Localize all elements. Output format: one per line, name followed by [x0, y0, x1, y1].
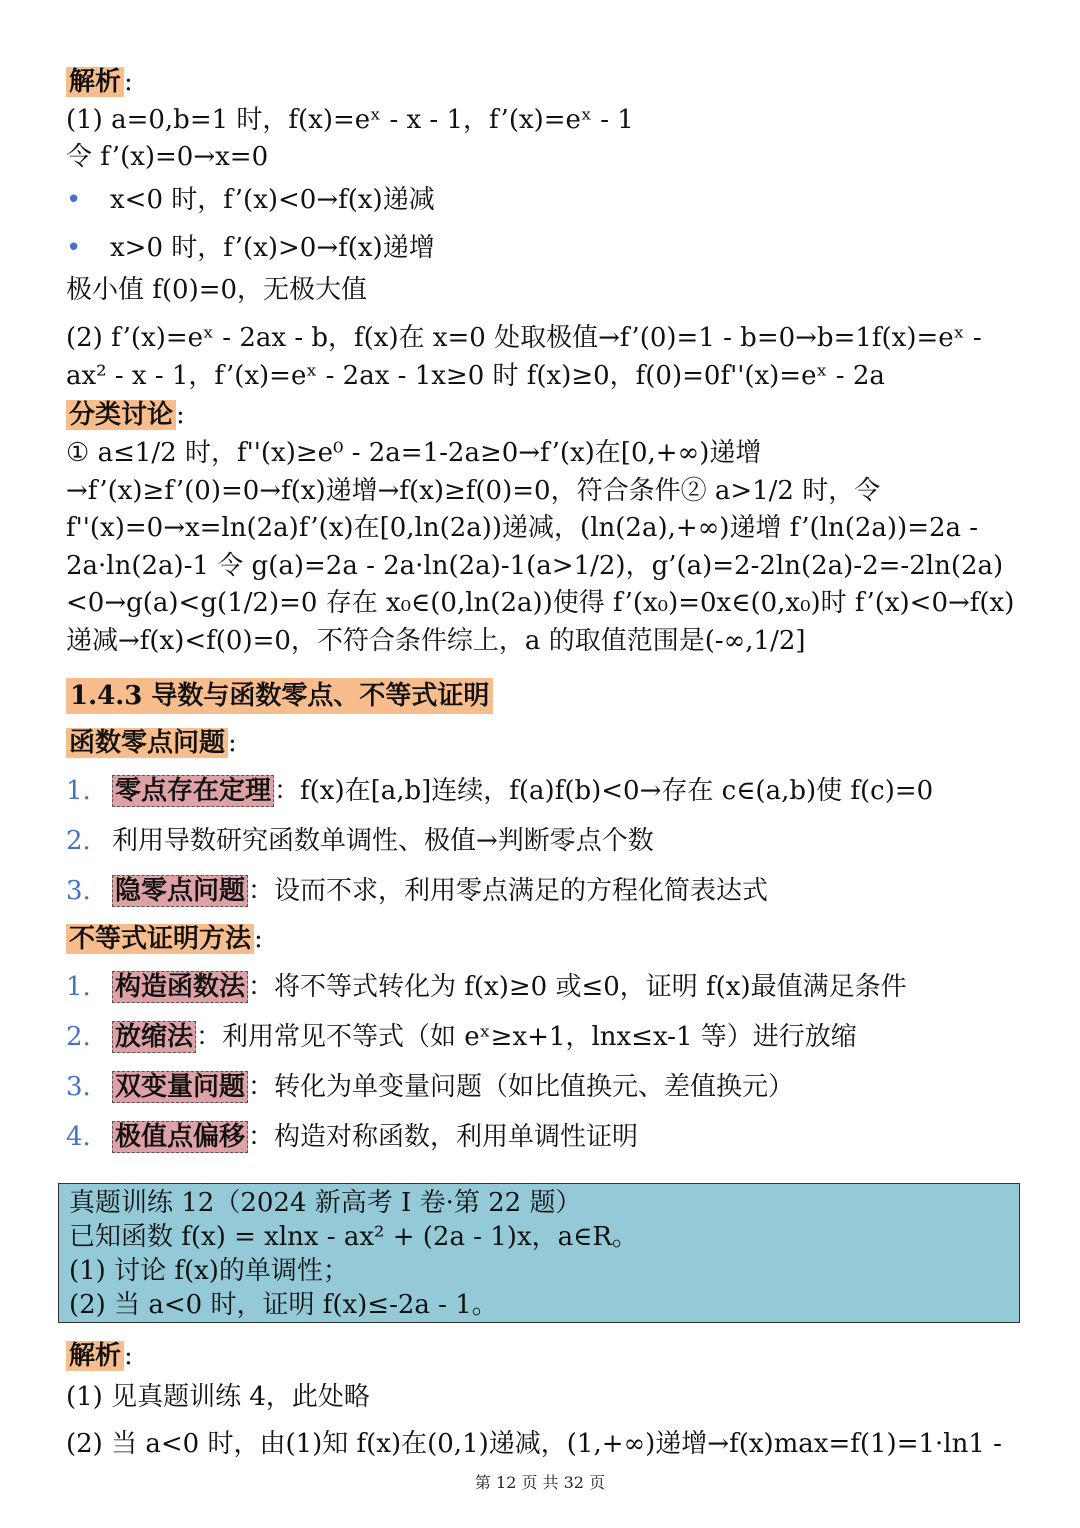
solution-line-2: (2) 当 a<0 时，由(1)知 f(x)在(0,1)递减，(1,+∞)递增→f(x)max=f(1)=1·ln1 -	[66, 1429, 1002, 1459]
solution-line-1: (1) 见真题训练 4，此处略	[66, 1382, 370, 1412]
list-item-text: 利用导数研究函数单调性、极值→判断零点个数	[112, 826, 654, 856]
inequality-heading	[66, 916, 1016, 962]
analysis-line-2: 令 f’(x)=0→x=0	[66, 142, 269, 172]
problem-part-1: (1) 讨论 f(x)的单调性；	[69, 1256, 349, 1286]
list-item-text: ：设而不求，利用零点满足的方程化简表达式	[248, 876, 769, 906]
analysis-heading	[66, 1336, 1016, 1376]
analysis-heading-label: 解析	[66, 1341, 124, 1371]
zero-problem-label: 函数零点问题	[66, 728, 228, 758]
analysis-paragraph-2: (2) f’(x)=eˣ - 2ax - b，f(x)在 x=0 处取极值→f’(0)=1 - b=0→b=1f(x)=eˣ - ax² - x - 1，f’(x)=eˣ - 2ax - 1x≥0 时 f(x)≥0，f(0)=0f''(x)=eˣ - 2a	[66, 323, 982, 391]
list-number: 2.	[66, 1022, 91, 1052]
list-item	[66, 224, 1016, 272]
list-item	[66, 1012, 1016, 1062]
keyword-tag: 零点存在定理	[112, 775, 274, 807]
list-number: 1.	[66, 776, 91, 806]
heading-colon: :	[176, 400, 185, 430]
list-item	[66, 766, 1016, 816]
keyword-tag: 双变量问题	[112, 1071, 248, 1103]
heading-colon: :	[124, 1341, 133, 1371]
problem-statement: 已知函数 f(x) = xlnx - ax² + (2a - 1)x，a∈R。	[69, 1222, 638, 1252]
list-item	[66, 176, 1016, 224]
heading-colon: :	[228, 728, 237, 758]
list-item-text: x>0 时，f’(x)>0→f(x)递增	[110, 233, 435, 263]
analysis-line-3: 极小值 f(0)=0，无极大值	[66, 275, 368, 305]
page-body	[66, 62, 1016, 1162]
bullet-icon: •	[66, 233, 82, 263]
keyword-tag: 隐零点问题	[112, 875, 248, 907]
inequality-label: 不等式证明方法	[66, 924, 254, 954]
analysis-heading-label: 解析	[66, 67, 124, 97]
list-item	[66, 816, 1016, 866]
bullet-icon: •	[66, 185, 82, 215]
problem-title: 真题训练 12（2024 新高考 I 卷·第 22 题）	[69, 1188, 582, 1218]
list-number: 3.	[66, 876, 91, 906]
heading-colon: :	[254, 924, 263, 954]
keyword-tag: 构造函数法	[112, 971, 248, 1003]
problem-part-2: (2) 当 a<0 时，证明 f(x)≤-2a - 1。	[69, 1290, 498, 1320]
list-item	[66, 866, 1016, 916]
list-item-text: x<0 时，f’(x)<0→f(x)递减	[110, 185, 435, 215]
list-item-text: ：将不等式转化为 f(x)≥0 或≤0，证明 f(x)最值满足条件	[248, 972, 907, 1002]
case-discussion-label: 分类讨论	[66, 400, 176, 430]
heading-colon: :	[124, 67, 133, 97]
list-item	[66, 962, 1016, 1012]
solution-section	[66, 1336, 1016, 1470]
list-number: 3.	[66, 1072, 91, 1102]
list-item-text: ：转化为单变量问题（如比值换元、差值换元）	[248, 1072, 795, 1102]
list-item	[66, 1112, 1016, 1162]
section-heading-label: 1.4.3 导数与函数零点、不等式证明	[66, 678, 493, 714]
analysis-line-1: (1) a=0,b=1 时，f(x)=eˣ - x - 1，f’(x)=eˣ - 1	[66, 105, 634, 135]
case-discussion-paragraph: ① a≤1/2 时，f''(x)≥e⁰ - 2a=1-2a≥0→f’(x)在[0,+∞)递增→f’(x)≥f’(0)=0→f(x)递增→f(x)≥f(0)=0，符合条件② a>1/2 时，令 f''(x)=0→x=ln(2a)f’(x)在[0,ln(2a))递减，(ln(2a),+∞)递增 f’(ln(2a))=2a - 2a·ln(2a)-1 令 g(a)=2a - 2a·ln(2a)-1(a>1/2)，g’(a)=2-2ln(2a)-2=-2ln(2a)<0→g(a)<g(1/2)=0 存在 x₀∈(0,ln(2a))使得 f’(x₀)=0x∈(0,x₀)时 f’(x)<0→f(x)递减→f(x)<f(0)=0，不符合条件综上，a 的取值范围是(-∞,1/2]	[66, 438, 1015, 656]
keyword-tag: 放缩法	[112, 1021, 196, 1053]
section-heading-1-4-3	[66, 676, 1016, 716]
list-item-text: ：构造对称函数，利用单调性证明	[248, 1122, 639, 1152]
list-number: 4.	[66, 1122, 91, 1152]
list-item	[66, 1062, 1016, 1112]
keyword-tag: 极值点偏移	[112, 1121, 248, 1153]
case-discussion-heading	[66, 395, 1016, 435]
list-number: 1.	[66, 972, 91, 1002]
list-item-text: ：利用常见不等式（如 eˣ≥x+1，lnx≤x-1 等）进行放缩	[196, 1022, 857, 1052]
analysis-heading	[66, 62, 1016, 102]
list-item-text: ：f(x)在[a,b]连续，f(a)f(b)<0→存在 c∈(a,b)使 f(c)=0	[274, 776, 934, 806]
page-footer: 第 12 页 共 32 页	[474, 1473, 606, 1492]
zero-problem-heading	[66, 720, 1016, 766]
list-number: 2.	[66, 826, 91, 856]
practice-problem-box	[58, 1183, 1020, 1323]
